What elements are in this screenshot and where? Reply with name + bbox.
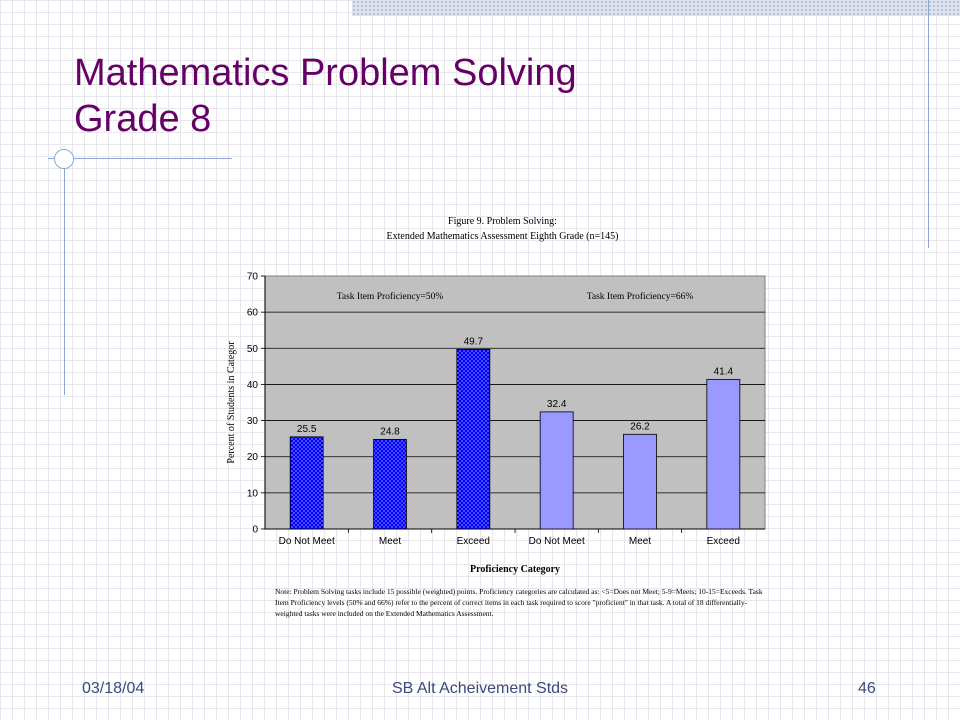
x-tick-label: Meet — [628, 536, 652, 547]
bar-value-label: 49.7 — [463, 336, 484, 348]
bar-value-label: 24.8 — [380, 426, 400, 438]
figure-caption — [300, 214, 705, 244]
x-tick-label: Do Not Meet — [278, 536, 335, 547]
bar — [374, 439, 407, 529]
y-tick-label: 40 — [246, 379, 258, 391]
right-decorative-line — [928, 0, 929, 248]
top-decorative-band — [352, 0, 960, 16]
title-underline — [48, 158, 232, 159]
bar-value-label: 41.4 — [713, 366, 734, 378]
group-annotation: Task Item Proficiency=50% — [336, 292, 444, 302]
footer-date: 03/18/04 — [82, 680, 145, 697]
group-annotation: Task Item Proficiency=66% — [586, 292, 694, 302]
slide-title-line2: Grade 8 — [74, 98, 212, 140]
y-tick-label: 0 — [252, 524, 258, 536]
bar — [707, 379, 740, 529]
y-tick-label: 70 — [246, 271, 258, 283]
bar — [624, 434, 657, 529]
y-tick-label: 30 — [246, 416, 258, 428]
left-decorative-line — [64, 150, 65, 395]
x-axis-title: Proficiency Category — [469, 564, 561, 575]
bar-value-label: 26.2 — [630, 421, 650, 433]
y-tick-label: 60 — [246, 307, 258, 319]
y-axis-title: Percent of Students in Categor — [226, 341, 237, 464]
bar — [457, 349, 490, 529]
bar — [540, 412, 573, 529]
bar-chart — [215, 262, 785, 584]
bar-value-label: 32.4 — [546, 398, 567, 410]
footer-title: SB Alt Acheivement Stds — [391, 680, 569, 697]
x-tick-label: Meet — [378, 536, 402, 547]
figure-caption-line2: Extended Mathematics Assessment Eighth Grade (n=145) — [386, 231, 619, 242]
x-tick-label: Do Not Meet — [528, 536, 585, 547]
x-tick-label: Exceed — [706, 536, 741, 547]
figure-note: Note: Problem Solving tasks include 15 possible (weighted) points. Proficiency categories are calculated as: <5=Does not Meet; 5-9=Meets; 10-15=Exceeds. Task Item Proficiency levels (50% and 66%) refer to the percent of correct items in each task required to score "proficient" in that task. A total of 18 differentially-weighted tasks were included on the Extended Mathematics Assessment. — [275, 587, 763, 618]
y-tick-label: 20 — [246, 452, 258, 464]
figure-caption-line1: Figure 9. Problem Solving: — [448, 216, 557, 227]
circle-decoration — [54, 149, 74, 169]
bar — [290, 437, 323, 529]
plot-area — [265, 276, 765, 529]
bar-value-label: 25.5 — [296, 423, 317, 435]
x-tick-label: Exceed — [456, 536, 491, 547]
y-tick-label: 50 — [246, 343, 258, 355]
y-tick-label: 10 — [246, 488, 258, 500]
slide-title-line1: Mathematics Problem Solving — [74, 52, 577, 94]
slide-title — [74, 50, 577, 142]
page-number: 46 — [858, 680, 876, 697]
